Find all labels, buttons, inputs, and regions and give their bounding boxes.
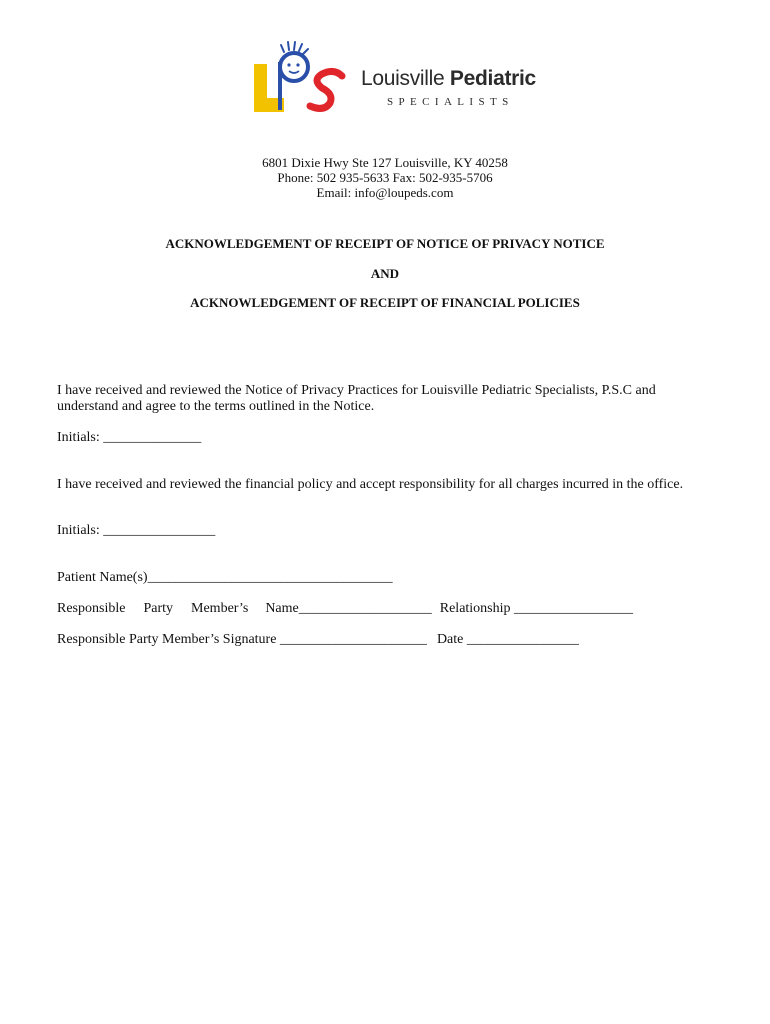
brand-subtitle: SPECIALISTS <box>387 96 514 108</box>
lps-logo <box>250 40 550 120</box>
email-line: Email: info@loupeds.com <box>316 185 454 200</box>
patient-names-field[interactable]: Patient Name(s)___________________________________ <box>57 570 393 585</box>
financial-statement: I have received and reviewed the financial policy and accept responsibility for all charges incurred in the office. <box>57 477 684 492</box>
title-and: AND <box>370 266 400 281</box>
brand-name-bold: Pediatric <box>449 67 536 90</box>
address-block <box>0 155 770 200</box>
date-field[interactable]: Date ________________ <box>436 632 579 647</box>
title-privacy: ACKNOWLEDGEMENT OF RECEIPT OF NOTICE OF PRIVACY NOTICE <box>165 236 605 251</box>
privacy-statement-line: understand and agree to the terms outlined in the Notice. <box>57 399 375 414</box>
relationship-field[interactable]: Relationship _________________ <box>439 601 634 616</box>
rp-label-word: Member’s <box>191 601 249 616</box>
rp-label-word: Party <box>143 601 174 616</box>
brand-name-light: Louisville <box>361 67 450 90</box>
privacy-statement-line: I have received and reviewed the Notice of Privacy Practices for Louisville Pediatric Specialists, P.S.C and <box>57 383 656 398</box>
rp-label-word: Responsible <box>57 601 126 616</box>
responsible-party-name-field[interactable]: Name___________________ <box>265 601 432 616</box>
responsible-party-row <box>57 601 633 617</box>
privacy-initials-field[interactable]: Initials: ______________ <box>57 430 202 445</box>
brand-name <box>361 67 536 91</box>
signature-row <box>57 632 579 648</box>
lps-logo-mark <box>250 40 360 120</box>
financial-initials-field[interactable]: Initials: ________________ <box>57 523 216 538</box>
address-line: 6801 Dixie Hwy Ste 127 Louisville, KY 40258 <box>262 155 508 170</box>
privacy-statement <box>57 383 656 415</box>
title-financial: ACKNOWLEDGEMENT OF RECEIPT OF FINANCIAL POLICIES <box>190 295 580 310</box>
signature-field[interactable]: Responsible Party Member’s Signature _____________________ <box>57 632 427 647</box>
phone-fax-line: Phone: 502 935-5633 Fax: 502-935-5706 <box>277 170 493 185</box>
